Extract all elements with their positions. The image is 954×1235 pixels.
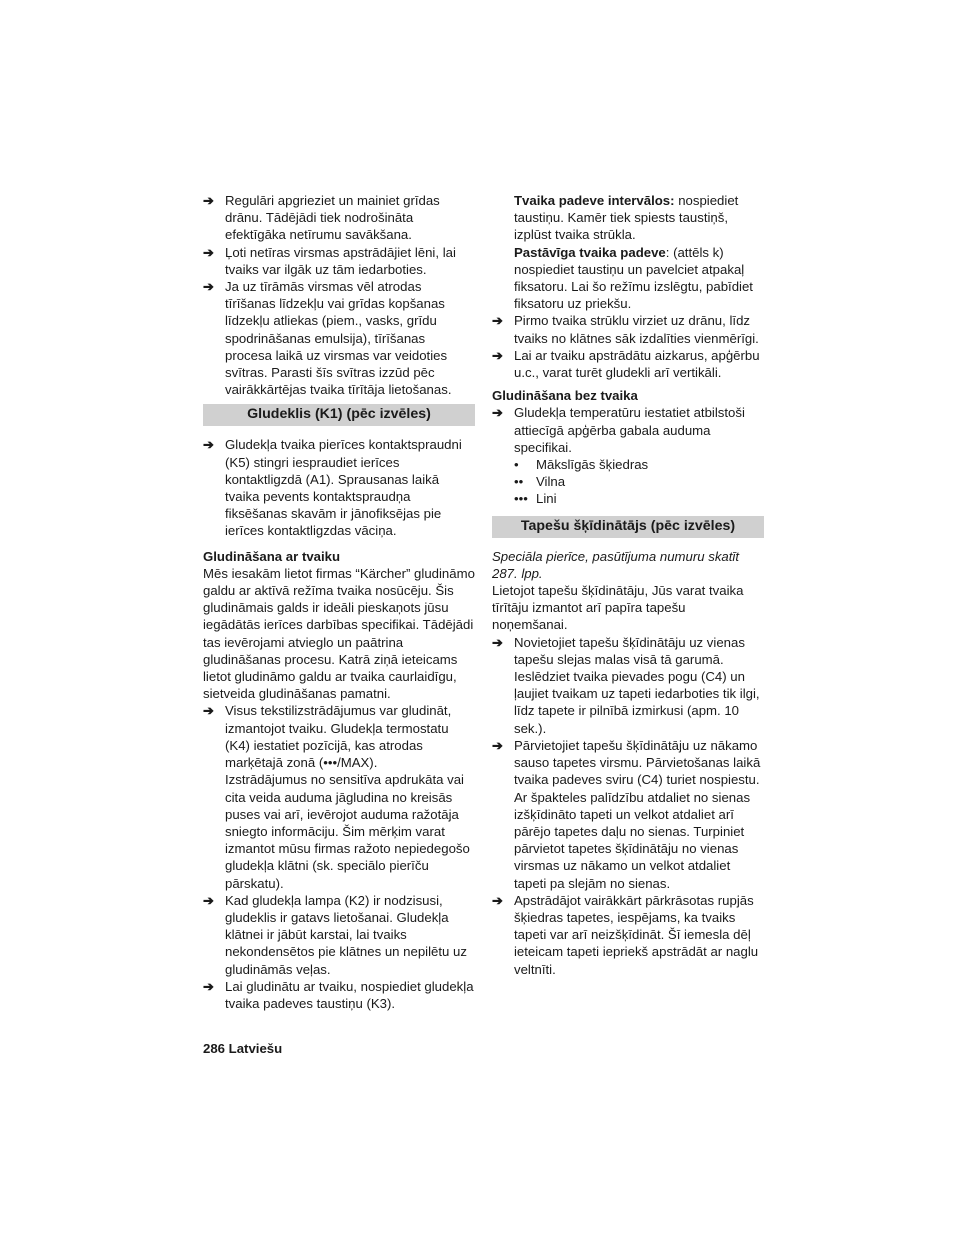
bullet-residue: ➔ Ja uz tīrāmās virsmas vēl atrodas tīrīšanas līdzekļu vai grīdas kopšanas līdzekļu atliekas (piem., vasks, grīdu spodrināšanas emulsija), tīrīšanas procesa laikā uz virsmas var veidoties svītras. Parasti šīs svītras izzūd pēc vairākkārtējas tvaika tīrītāja lietošanas. [203, 279, 452, 398]
paragraph-interval-steam: Tvaika padeve intervālos: nospiediet taustiņu. Kamēr tiek spiests taustiņš, izplūst tvaika strūkla. [514, 193, 739, 243]
left-column [203, 192, 475, 1012]
subheading-dry-ironing: Gludināšana bez tvaika [492, 388, 638, 404]
fabric-item: • Mākslīgās šķiedras [514, 457, 649, 473]
bullet-dirty-surfaces: ➔ Ļoti netīras virsmas apstrādājiet lēni, lai tvaiks var ilgāk uz tām iedarboties. [203, 244, 456, 277]
bullet-vertical: ➔ Lai ar tvaiku apstrādātu aizkarus, apģērbu u.c., varat turēt gludekli arī vertikāli. [492, 347, 760, 381]
italic-accessory-note: Speciāla pierīce, pasūtījuma numuru skatīt 287. lpp. [492, 548, 740, 581]
paragraph-sensitive-fabric: Izstrādājumus no sensitīva apdrukāta vai cita veida auduma jāgludina no kreisās puses vai arī, ievērojot auduma ražotāja sniegto informāciju. Šim mērķim varat izmantot mūsu firmas ražoto nepiedegošo gludekļa klātni (sk. speciālo pierīču pārskatu). [225, 772, 470, 891]
arrow-icon: ➔ [203, 244, 215, 260]
arrow-icon: ➔ [492, 313, 504, 329]
arrow-icon: ➔ [203, 703, 215, 719]
bullet-iron-lamp: ➔ Kad gludekļa lampa (K2) ir nodzisusi, gludeklis ir gatavs lietošanai. Gludekļa klātnei ir jābūt karstai, lai tvaiks nekondensētos pie klātnes un nepilētu uz gludināmās veļas. [203, 892, 467, 977]
paragraph-ironing-board: Mēs iesakām lietot firmas “Kärcher” gludināmo galdu ar aktīvā režīma tvaika nosūcēju. Šis gludināmais galds ir ideāli pieskaņots jūsu iegādātās ierīces darbības specifikai. Tādējādi tas ievērojami atvieglo un paātrina gludināšanas procesu. Katrā ziņā ieteicams lietot gludināmo galdu ar tvaika caurlaidīgu, sietveida gludināšanas pamatni. [203, 565, 475, 702]
arrow-icon: ➔ [203, 279, 215, 295]
fabric-item: ••• Lini [514, 491, 557, 507]
page-footer: 286 Latviešu [203, 1041, 283, 1056]
arrow-icon: ➔ [492, 892, 504, 908]
arrow-icon: ➔ [203, 978, 215, 994]
paragraph-wallpaper: Lietojot tapešu šķīdinātāju, Jūs varat tvaika tīrītāju izmantot arī papīra tapešu noņemšanai. [492, 583, 744, 633]
dot-icon: ••• [514, 491, 528, 507]
section-heading-iron: Gludeklis (K1) (pēc izvēles) [203, 404, 475, 426]
bullet-painted-layers: ➔ Apstrādājot vairākkārt pārkrāsotas rupjās šķiedras tapetes, iespējams, ka tvaiks tapeti var arī neizšķīdināt. Šī iemesla dēļ ieteicam tapeti iepriekš apstrādāt ar naglu veltnīti. [492, 892, 759, 977]
bullet-steam-button: ➔ Lai gludinātu ar tvaiku, nospiediet gludekļa tvaika padeves taustiņu (K3). [203, 978, 474, 1011]
section-heading-wallpaper: Tapešu šķīdinātājs (pēc izvēles) [492, 516, 764, 538]
dot-icon: • [514, 457, 519, 473]
bullet-iron-plug: ➔ Gludekļa tvaika pierīces kontaktspraudni (K5) stingri iespraudiet ierīces kontaktligzdā (A1). Sprausanas laikā tvaika pevents kontaktspraudņa fiksēšanas skavām ir jānofiksējas pie ierīces kontaktligzdas vāciņa. [203, 437, 462, 539]
fabric-item: •• Vilna [514, 474, 566, 490]
arrow-icon: ➔ [203, 892, 215, 908]
dot-icon: •• [514, 474, 524, 490]
arrow-icon: ➔ [492, 405, 504, 421]
bullet-rotate-cloth: ➔ Regulāri apgrieziet un mainiet grīdas drānu. Tādējādi tiek nodrošināta efektīgāka netīrumu savākšana. [203, 193, 440, 243]
bullet-textiles: ➔ Visus tekstilizstrādājumus var gludināt, izmantojot tvaiku. Gludekļa termostatu (K4) iestatiet pozīcijā, kas atrodas marķētajā zonā (•••/MAX). [203, 703, 452, 771]
arrow-icon: ➔ [492, 737, 504, 753]
arrow-icon: ➔ [203, 193, 215, 208]
arrow-icon: ➔ [203, 437, 215, 453]
bullet-temperature: ➔ Gludekļa temperatūru iestatiet atbilstoši attiecīgā apģērba gabala auduma specifikai. [492, 405, 745, 455]
arrow-icon: ➔ [492, 634, 504, 650]
right-column [492, 192, 764, 978]
subheading-steam-ironing: Gludināšana ar tvaiku [203, 548, 341, 564]
paragraph-constant-steam: Pastāvīga tvaika padeve: (attēls k) nospiediet taustiņu un pavelciet atpakaļ fiksatoru. Lai šo režīmu izslēgtu, pabīdiet fiksatoru uz priekšu. [514, 244, 753, 312]
bullet-first-steam: ➔ Pirmo tvaika strūklu virziet uz drānu, līdz tvaiks no klātnes sāk izdalīties vienmērīgi. [492, 313, 759, 346]
bullet-place-stripper: ➔ Novietojiet tapešu šķīdinātāju uz vienas tapešu slejas malas visā tā garumā. Ieslēdziet tvaika pievades pogu (C4) un ļaujiet tvaikam uz tapeti iedarboties tik ilgi, līdz tapete ir pilnībā izmirkusi (apm. 10 sek.). [492, 634, 760, 736]
arrow-icon: ➔ [492, 347, 504, 363]
bullet-move-stripper: ➔ Pārvietojiet tapešu šķīdinātāju uz nākamo sauso tapetes virsmu. Pārvietošanas laikā tvaika padeves sviru (C4) turiet nospiestu. Ar špakteles palīdzību atdaliet no sienas izšķīdināto tapeti un velkot atdaliet arī pārējo tapetes daļu no sienas. Turpiniet pārvietot tapetes šķīdinātāju no vienas virsmas uz nākamo un velkot atdaliet tapeti pa slejām no sienas. [492, 737, 761, 891]
